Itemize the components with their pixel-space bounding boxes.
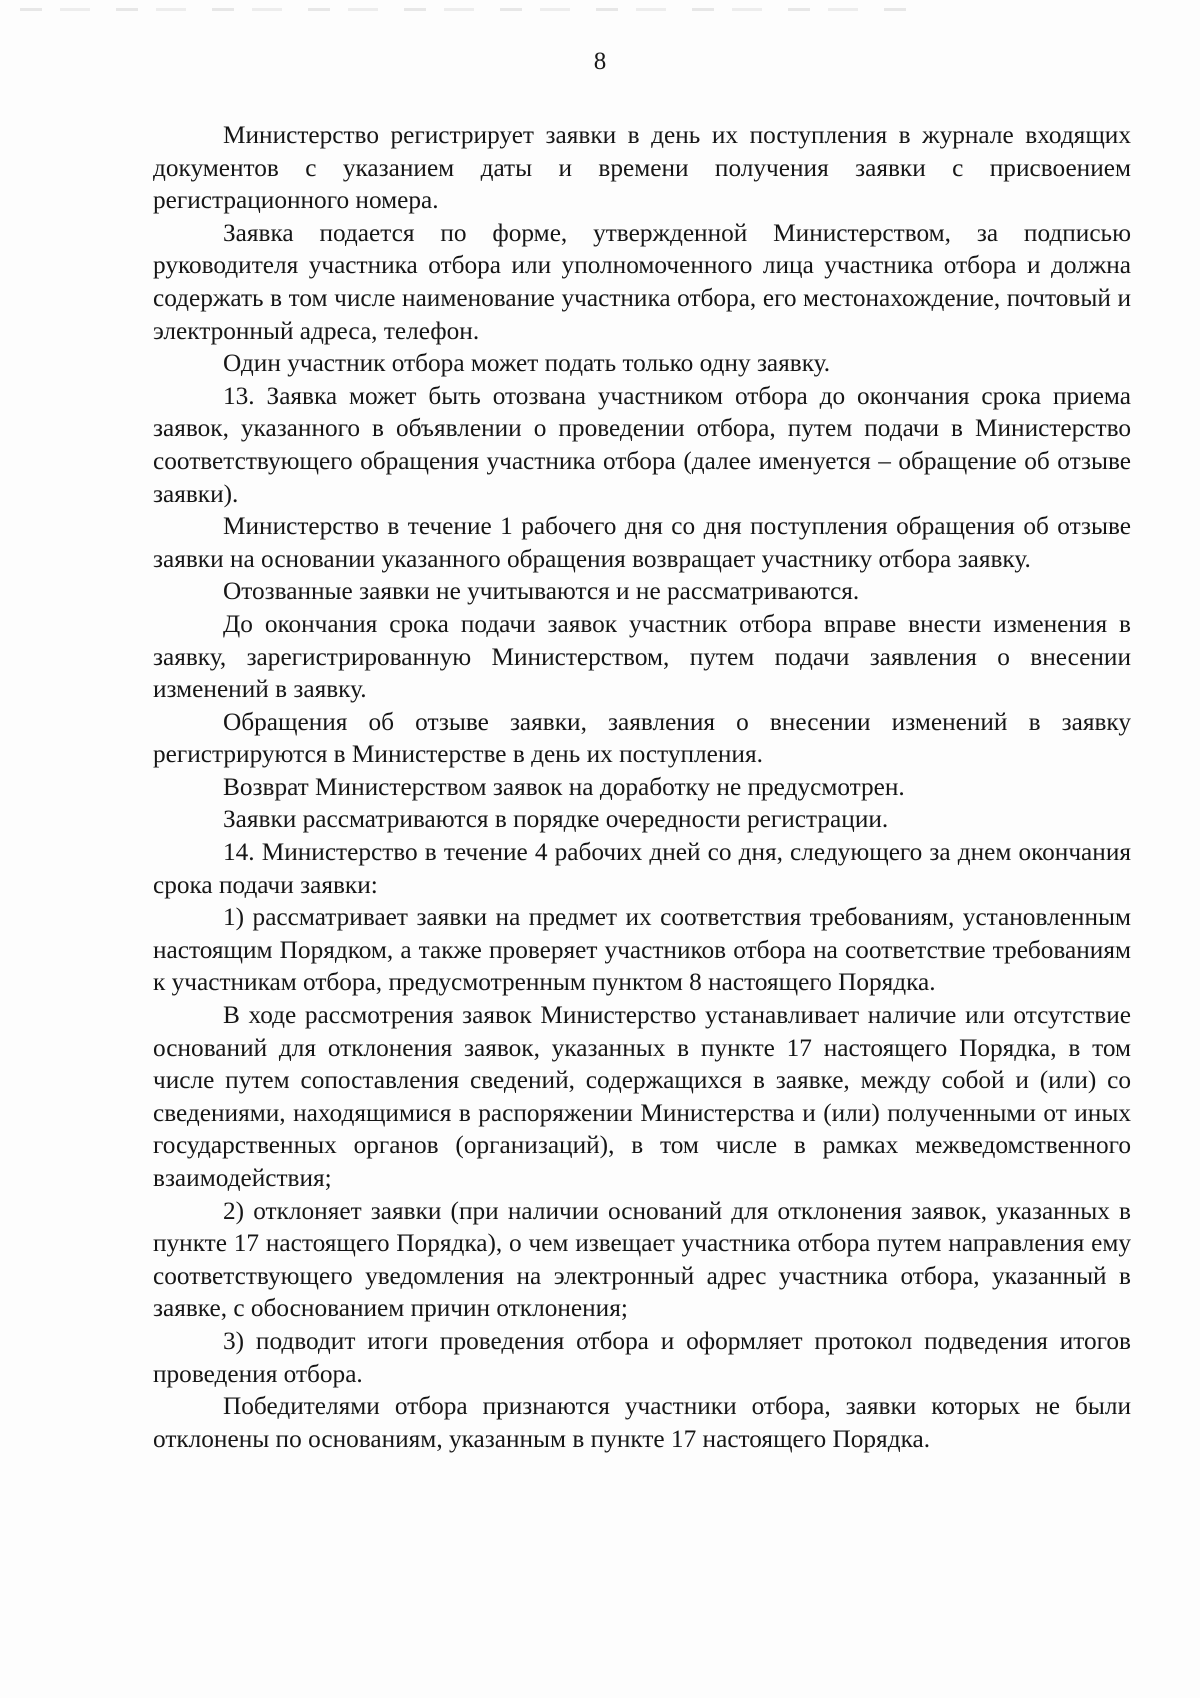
page-number: 8 bbox=[593, 48, 607, 75]
paragraph: В ходе рассмотрения заявок Министерство устанавливает наличие или отсутствие оснований для отклонения заявок, указанных в пункте 17 настоящего Порядка, в том числе путем сопоставления сведений, содержащихся в заявке, между собой и (или) со сведениями, находящимися в распоряжении Министерства и (или) полученными от иных государственных органов (организаций), в том числе в рамках межведомственного взаимодействия; bbox=[153, 1001, 1131, 1192]
scan-edge-artifact bbox=[20, 8, 920, 11]
paragraph: 2) отклоняет заявки (при наличии оснований для отклонения заявок, указанных в пункте 17 настоящего Порядка), о чем извещает участника отбора путем направления ему соответствующего уведомления на электронный адрес участника отбора, указанный в заявке, с обоснованием причин отклонения; bbox=[153, 1196, 1131, 1323]
paragraph: 13. Заявка может быть отозвана участником отбора до окончания срока приема заявок, указанного в объявлении о проведении отбора, путем подачи в Министерство соответствующего обращения участника отбора (далее именуется – обращение об отзыве заявки). bbox=[153, 381, 1131, 508]
paragraph: Министерство в течение 1 рабочего дня со дня поступления обращения об отзыве заявки на основании указанного обращения возвращает участнику отбора заявку. bbox=[153, 512, 1131, 573]
paragraph: Возврат Министерством заявок на доработку не предусмотрен. bbox=[223, 772, 905, 801]
paragraph: Заявка подается по форме, утвержденной Министерством, за подписью руководителя участника отбора или уполномоченного лица участника отбора и должна содержать в том числе наименование участника отбора, его местонахождение, почтовый и электронный адреса, телефон. bbox=[153, 218, 1131, 345]
paragraph: Один участник отбора может подать только одну заявку. bbox=[223, 349, 831, 378]
paragraph: 1) рассматривает заявки на предмет их соответствия требованиям, установленным настоящим Порядком, а также проверяет участников отбора на соответствие требованиям к участникам отбора, предусмотренным пунктом 8 настоящего Порядка. bbox=[153, 903, 1131, 997]
paragraph: Обращения об отзыве заявки, заявления о внесении изменений в заявку регистрируются в Министерстве в день их поступления. bbox=[153, 707, 1131, 769]
paragraph: Министерство регистрирует заявки в день их поступления в журнале входящих документов с указанием даты и времени получения заявки с присвоением регистрационного номера. bbox=[153, 121, 1131, 215]
paragraph: 3) подводит итоги проведения отбора и оформляет протокол подведения итогов проведения отбора. bbox=[153, 1326, 1131, 1388]
paragraph: 14. Министерство в течение 4 рабочих дней со дня, следующего за днем окончания срока подачи заявки: bbox=[153, 838, 1131, 899]
paragraph: Заявки рассматриваются в порядке очередности регистрации. bbox=[223, 805, 889, 834]
paragraph: Отозванные заявки не учитываются и не рассматриваются. bbox=[223, 577, 860, 606]
paragraph: До окончания срока подачи заявок участник отбора вправе внести изменения в заявку, зарегистрированную Министерством, путем подачи заявления о внесении изменений в заявку. bbox=[153, 609, 1131, 704]
document-body bbox=[153, 119, 1131, 1455]
paragraph: Победителями отбора признаются участники отбора, заявки которых не были отклонены по основаниям, указанным в пункте 17 настоящего Порядка. bbox=[153, 1392, 1131, 1453]
